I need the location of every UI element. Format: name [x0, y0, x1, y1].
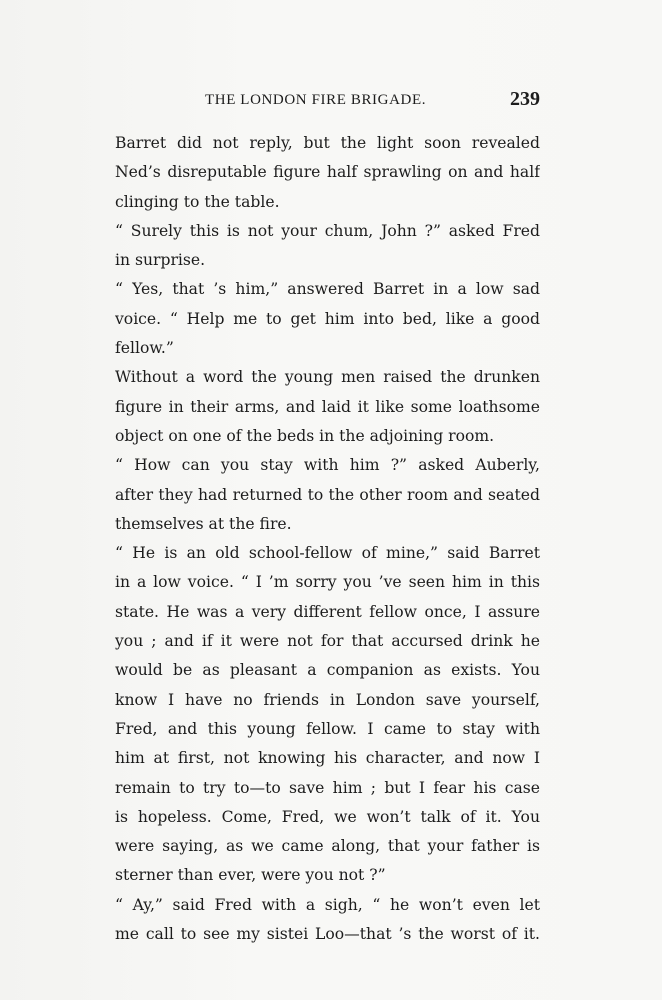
text-line: fellow.”	[115, 339, 174, 358]
text-line: in surprise.	[115, 251, 206, 270]
text-line: is hopeless. Come, Fred, we won’t talk of it. You	[115, 807, 540, 826]
page-number: 239	[510, 88, 540, 110]
body-text	[115, 129, 540, 949]
text-line: “ Surely this is not your chum, John ?” asked Fred	[115, 221, 540, 240]
text-line: voice. “ Help me to get him into bed, like a good	[115, 309, 540, 328]
text-line: after they had returned to the other room and seated	[115, 485, 540, 504]
text-line: remain to try to—to save him ; but I fear his case	[115, 778, 540, 797]
text-line: “ How can you stay with him ?” asked Auberly,	[115, 456, 540, 475]
text-line: sterner than ever, were you not ?”	[115, 866, 386, 885]
text-line: “ He is an old school-fellow of mine,” said Barret	[115, 544, 540, 563]
text-line: Fred, and this young fellow. I came to stay with	[115, 719, 540, 738]
text-line: Barret did not reply, but the light soon revealed	[115, 134, 540, 152]
text-line: in a low voice. “ I ’m sorry you ’ve seen him in this	[115, 573, 540, 592]
text-line: “ Yes, that ’s him,” answered Barret in a low sad	[115, 280, 540, 299]
running-head	[92, 88, 542, 112]
text-line: were saying, as we came along, that your father is	[115, 837, 540, 856]
text-line: figure in their arms, and laid it like some loathsome	[115, 397, 540, 416]
running-title: THE LONDON FIRE BRIGADE.	[205, 92, 427, 108]
text-line: him at first, not knowing his character, and now I	[115, 749, 540, 768]
text-line: me call to see my sistei Loo—that ’s the worst of it.	[115, 925, 540, 944]
text-line: clinging to the table.	[115, 192, 280, 211]
text-line: you ; and if it were not for that accursed drink he	[115, 632, 540, 651]
text-line: would be as pleasant a companion as exists. You	[115, 661, 540, 680]
text-line: Ned’s disreputable figure half sprawling on and half	[115, 163, 540, 182]
text-line: “ Ay,” said Fred with a sigh, “ he won’t even let	[115, 895, 540, 914]
text-line: Without a word the young men raised the drunken	[115, 368, 540, 387]
text-line: state. He was a very different fellow once, I assure	[115, 602, 540, 621]
text-line: object on one of the beds in the adjoining room.	[115, 426, 495, 445]
text-line: know I have no friends in London save yourself,	[115, 690, 540, 709]
text-line: themselves at the fire.	[115, 514, 292, 533]
